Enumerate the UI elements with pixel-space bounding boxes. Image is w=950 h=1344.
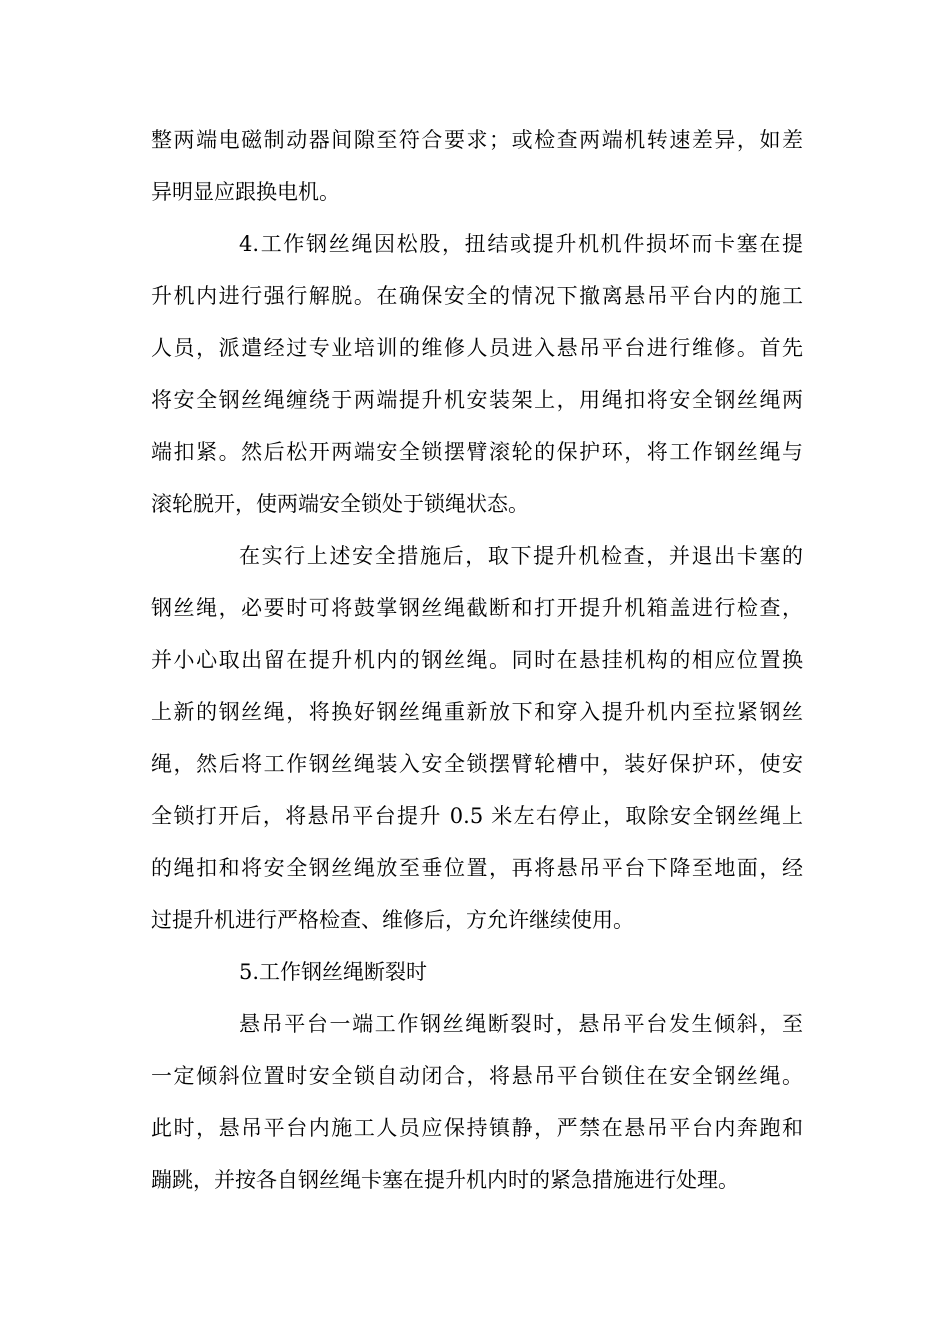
text-line: 钢丝绳，必要时可将鼓掌钢丝绳截断和打开提升机箱盖进行检查， xyxy=(151,596,803,620)
text-line: 升机内进行强行解脱。在确保安全的情况下撤离悬吊平台内的施工 xyxy=(151,284,803,308)
text-line: 绳，然后将工作钢丝绳装入安全锁摆臂轮槽中，装好保护环，使安 xyxy=(151,752,803,776)
paragraph xyxy=(151,530,803,946)
text-line: 过提升机进行严格检查、维修后，方允许继续使用。 xyxy=(151,908,634,932)
text-line: 上新的钢丝绳，将换好钢丝绳重新放下和穿入提升机内至拉紧钢丝 xyxy=(151,700,803,724)
paragraph xyxy=(151,218,803,530)
text-line: 5.工作钢丝绳断裂时 xyxy=(239,960,428,984)
text-line: 全锁打开后，将悬吊平台提升 0.5 米左右停止，取除安全钢丝绳上 xyxy=(151,804,803,828)
section-heading xyxy=(151,946,803,998)
text-line: 在实行上述安全措施后，取下提升机检查，并退出卡塞的 xyxy=(239,544,803,568)
text-line: 并小心取出留在提升机内的钢丝绳。同时在悬挂机构的相应位置换 xyxy=(151,648,803,672)
text-line: 悬吊平台一端工作钢丝绳断裂时，悬吊平台发生倾斜，至 xyxy=(239,1012,803,1036)
paragraph xyxy=(151,114,803,218)
text-line: 将安全钢丝绳缠绕于两端提升机安装架上，用绳扣将安全钢丝绳两 xyxy=(151,388,803,412)
text-line: 端扣紧。然后松开两端安全锁摆臂滚轮的保护环，将工作钢丝绳与 xyxy=(151,440,803,464)
text-line: 滚轮脱开，使两端安全锁处于锁绳状态。 xyxy=(151,492,529,516)
paragraph xyxy=(151,998,803,1206)
text-line: 一定倾斜位置时安全锁自动闭合，将悬吊平台锁住在安全钢丝绳。 xyxy=(151,1064,803,1088)
document-body xyxy=(151,114,803,1206)
text-line: 人员，派遣经过专业培训的维修人员进入悬吊平台进行维修。首先 xyxy=(151,336,803,360)
text-line: 异明显应跟换电机。 xyxy=(151,180,340,204)
text-line: 蹦跳，并按各自钢丝绳卡塞在提升机内时的紧急措施进行处理。 xyxy=(151,1168,739,1192)
text-line: 整两端电磁制动器间隙至符合要求；或检查两端机转速差异，如差 xyxy=(151,128,803,152)
text-line: 此时，悬吊平台内施工人员应保持镇静，严禁在悬吊平台内奔跑和 xyxy=(151,1116,803,1140)
text-line: 4.工作钢丝绳因松股，扭结或提升机机件损坏而卡塞在提 xyxy=(239,232,803,256)
text-line: 的绳扣和将安全钢丝绳放至垂位置，再将悬吊平台下降至地面，经 xyxy=(151,856,803,880)
